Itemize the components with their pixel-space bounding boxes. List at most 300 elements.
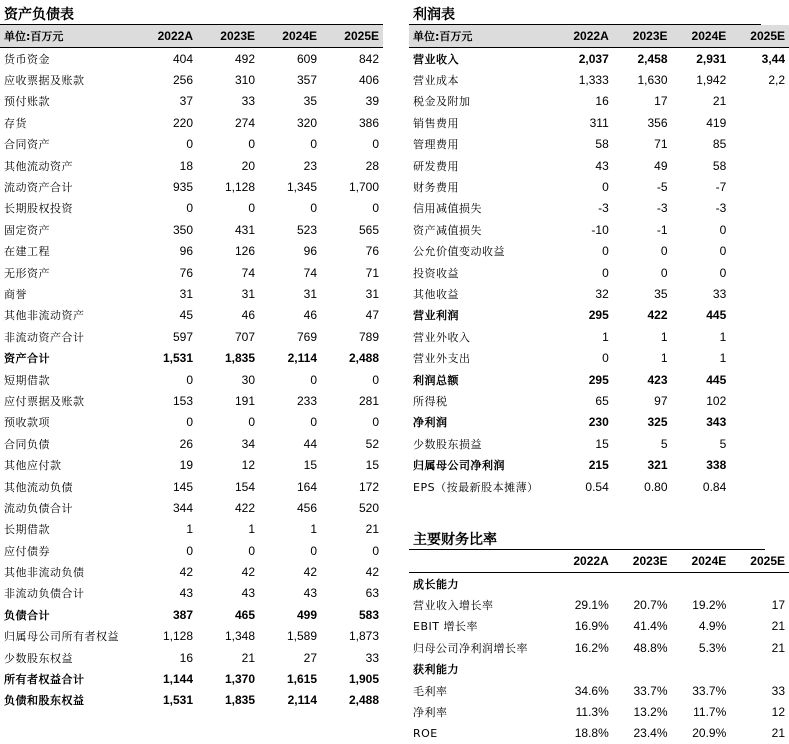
row-value: 11.7% [693,705,727,720]
table-row [409,412,789,433]
table-row [0,69,383,90]
income-statement-panel [409,0,785,497]
row-value: 49 [654,158,668,173]
table-row [409,241,789,262]
row-value: -3 [598,201,609,216]
row-value: 1,835 [224,693,255,708]
row-label: 归属母公司净利润 [413,459,505,473]
row-value [730,433,789,454]
row-value: 0 [719,244,727,259]
row-value: 17 [771,598,785,613]
row-value: 5 [660,436,668,451]
row-value: 597 [172,329,193,344]
row-value: 31 [303,286,317,301]
row-value: 565 [358,222,379,237]
row-value: 20.9% [692,726,727,741]
row-label: 净利润 [413,416,448,430]
table-row [409,347,789,368]
table-row [409,616,789,637]
row-label: 预收款项 [4,416,50,430]
row-value: 13.2% [633,705,668,720]
row-value: 43 [595,158,609,173]
row-value: 0 [602,351,609,366]
table-row [409,219,789,240]
row-label: 信用减值损失 [413,202,482,216]
income-statement-header [409,25,789,48]
row-value [730,390,789,411]
row-value: 2,114 [287,351,317,366]
row-label: 营业外支出 [413,352,471,366]
table-row [0,347,383,368]
table-row [409,573,789,595]
table-row [0,390,383,411]
row-value: 0 [372,543,379,558]
table-row [409,476,789,497]
row-value: 935 [172,180,193,195]
table-row [409,283,789,304]
row-value: 12 [771,705,785,720]
table-row [0,433,383,454]
row-value: 46 [241,308,255,323]
row-value: 21 [771,640,785,655]
row-value: 76 [365,244,379,259]
table-row [409,48,789,70]
row-label: 归母公司净利润增长率 [413,641,528,655]
table-row [409,637,789,658]
ratio-panel [409,550,785,744]
year-header: 2025E [730,550,789,573]
row-value: 422 [647,308,668,323]
row-value: 145 [172,479,193,494]
row-value: 1 [719,351,727,366]
row-value: 47 [365,308,379,323]
row-label: 货币资金 [4,52,50,66]
income-statement-table [409,25,789,497]
row-value: 387 [172,607,193,622]
table-row [0,540,383,561]
row-value: 71 [654,137,668,152]
year-header: 2023E [613,25,672,48]
row-label: 销售费用 [413,116,459,130]
table-row [409,659,789,680]
row-value: 27 [303,650,317,665]
row-value: 325 [647,415,668,430]
row-value: 431 [234,222,255,237]
row-value [672,659,731,680]
row-value: 583 [358,607,379,622]
row-value: 404 [172,51,193,66]
income-statement-title: 利润表 [409,0,761,25]
row-value [730,476,789,497]
row-value: 1,348 [224,629,255,644]
table-row [409,454,789,475]
row-value [730,134,789,155]
row-value: 20 [241,158,255,173]
row-value: 0 [310,201,317,216]
row-label: 合同负债 [4,437,50,451]
row-value: 0 [719,222,727,237]
table-row [409,262,789,283]
row-value: 4.9% [698,619,727,634]
table-row [0,497,383,518]
row-value: -1 [656,222,668,237]
year-header: 2024E [672,550,731,573]
row-value: 215 [588,458,609,473]
row-value: 16.2% [574,640,609,655]
row-value: -10 [591,222,609,237]
row-value: 321 [647,458,668,473]
row-value: 65 [595,393,609,408]
row-value: 1,531 [162,351,193,366]
row-value: 0 [602,180,609,195]
table-row [409,305,789,326]
row-value: 0 [186,543,193,558]
row-value: 21 [771,619,785,634]
row-value: 96 [179,244,193,259]
row-value: 492 [234,51,255,66]
row-value: 0 [248,201,255,216]
row-value: 422 [234,500,255,515]
row-value: 2,931 [696,51,727,66]
row-value: 164 [296,479,317,494]
row-value: 74 [303,265,317,280]
row-value [672,573,731,595]
row-label: ROE [413,726,438,740]
row-value: 20.7% [633,598,668,613]
row-label: 预付账款 [4,95,50,109]
table-row [409,701,789,722]
row-value: 0 [602,265,609,280]
row-label: 合同资产 [4,138,50,152]
row-value: 18 [179,158,193,173]
table-row [0,604,383,625]
row-value: 423 [647,372,668,387]
row-value: 0 [248,415,255,430]
row-value [730,241,789,262]
row-value: 609 [296,51,317,66]
row-value: 31 [179,286,193,301]
row-value [730,198,789,219]
row-label: 应付债券 [4,544,50,558]
row-label: 存货 [4,116,27,130]
table-row [0,690,383,711]
row-value: 0 [660,265,668,280]
row-value: 445 [706,308,727,323]
year-header: 2022A [554,25,613,48]
row-value [613,659,672,680]
row-value [730,219,789,240]
row-value: 523 [296,222,317,237]
row-label: 固定资产 [4,223,50,237]
row-label: 短期借款 [4,373,50,387]
row-label: 长期借款 [4,523,50,537]
table-row [0,241,383,262]
row-value: 2,488 [348,693,379,708]
row-value: 320 [296,115,317,130]
row-label: 所有者权益合计 [4,673,85,687]
row-value: -5 [656,180,668,195]
table-row [409,69,789,90]
row-value: 15 [365,458,379,473]
row-value: 0 [719,265,727,280]
row-value: 406 [358,73,379,88]
table-row [0,262,383,283]
row-value: 0 [372,137,379,152]
row-value: 18.8% [574,726,609,741]
row-value: 76 [179,265,193,280]
row-value: 35 [654,286,668,301]
row-label: 所得税 [413,394,448,408]
row-value [730,176,789,197]
row-value: 0.54 [585,479,609,494]
row-value: 281 [358,393,379,408]
row-value [730,262,789,283]
year-header: 2024E [672,25,731,48]
row-value: 1,835 [224,351,255,366]
row-value: 310 [234,73,255,88]
row-value: 23.4% [633,726,668,741]
row-value: 2,114 [287,693,317,708]
row-label: 其他流动资产 [4,159,73,173]
row-value: 29.1% [574,598,609,613]
row-value: 1 [602,329,609,344]
row-value: -3 [656,201,668,216]
row-label: 公允价值变动收益 [413,245,505,259]
row-value [730,326,789,347]
row-value [730,659,789,680]
row-value: -3 [715,201,727,216]
row-label: 资产减值损失 [413,223,482,237]
table-row [0,91,383,112]
table-row [0,626,383,647]
row-value: 386 [358,115,379,130]
unit-header: 单位:百万元 [409,25,554,48]
row-value: 172 [358,479,379,494]
row-value: 96 [303,244,317,259]
table-row [409,680,789,701]
table-row [0,519,383,540]
row-value: 33 [712,286,727,301]
row-label: 营业外收入 [413,330,471,344]
row-value: 21 [771,726,785,741]
row-value: 1,589 [286,629,317,644]
row-value: 3,44 [761,51,785,66]
row-value: 769 [296,329,317,344]
row-value [730,573,789,595]
balance-sheet-table [0,25,383,711]
row-value: 34.6% [574,683,609,698]
row-value: 21 [712,94,727,109]
row-value [730,112,789,133]
row-value: 46 [303,308,317,323]
row-value: 350 [172,222,193,237]
table-row [0,112,383,133]
row-value: 2,2 [768,73,785,88]
table-row [0,219,383,240]
row-value [730,412,789,433]
row-value: 2,037 [578,51,609,66]
row-label: 毛利率 [413,684,448,698]
table-row [409,155,789,176]
row-value: 0 [660,244,668,259]
row-value: 356 [647,115,668,130]
row-value: 520 [358,500,379,515]
row-label: 其他非流动负债 [4,566,85,580]
row-label: 管理费用 [413,138,459,152]
table-row [409,198,789,219]
row-value: 0 [310,372,317,387]
row-value: 1,531 [162,693,193,708]
row-value: 0 [372,415,379,430]
row-label: 成长能力 [413,577,459,591]
row-label: 税金及附加 [413,95,471,109]
row-label: 投资收益 [413,266,459,280]
row-value [730,91,789,112]
year-header: 2024E [259,25,321,48]
row-label: EBIT 增长率 [413,620,478,634]
row-value: 233 [296,393,317,408]
row-value: 5 [719,436,727,451]
year-header: 2023E [613,550,672,573]
row-value: 74 [241,265,255,280]
row-label: 负债和股东权益 [4,694,85,708]
row-value: 15 [303,458,317,473]
row-label: 净利率 [413,706,448,720]
row-value: 0 [186,201,193,216]
table-row [0,412,383,433]
table-row [0,198,383,219]
ratio-title: 主要财务比率 [409,525,765,550]
table-row [0,454,383,475]
row-value: 0 [186,372,193,387]
row-value: 43 [241,586,255,601]
table-row [0,583,383,604]
row-value: 0.84 [702,479,727,494]
row-value: 16 [179,650,193,665]
row-value: 311 [589,115,609,130]
row-label: 其他非流动资产 [4,309,85,323]
row-value: 274 [234,115,255,130]
row-value: 0.80 [644,479,668,494]
row-value: 1 [248,522,255,537]
row-value: 39 [365,94,379,109]
row-value: 33.7% [692,683,727,698]
row-value: 30 [241,372,255,387]
table-row [409,723,789,744]
row-value: 63 [365,586,379,601]
row-label: 营业成本 [413,74,459,88]
row-value: 295 [588,308,609,323]
table-row [409,112,789,133]
row-value: 45 [179,308,193,323]
row-value: 42 [303,565,317,580]
row-value: 256 [172,73,193,88]
table-row [0,283,383,304]
balance-sheet-panel [0,0,383,711]
row-label: 研发费用 [413,159,459,173]
row-value [613,573,672,595]
row-value: 0 [248,137,255,152]
row-value: 1,700 [348,180,379,195]
row-value: 42 [179,565,193,580]
ratio-header [409,550,789,573]
row-label: 资产合计 [4,352,50,366]
row-label: 流动资产合计 [4,181,73,195]
row-value: 0 [602,244,609,259]
row-value: 43 [179,586,193,601]
row-value: 21 [365,522,379,537]
row-value: 707 [234,329,255,344]
row-label: 利润总额 [413,373,459,387]
row-label: 其他收益 [413,287,459,301]
year-header: 2025E [730,25,789,48]
row-label: 营业利润 [413,309,459,323]
row-value: 1,128 [224,180,255,195]
row-value: 33 [365,650,379,665]
row-value: 42 [365,565,379,580]
table-row [409,91,789,112]
row-label: 无形资产 [4,266,50,280]
row-value [730,454,789,475]
row-value: 42 [241,565,255,580]
row-value: 26 [179,436,193,451]
table-row [0,476,383,497]
row-value: 33 [241,94,255,109]
row-value: 1,345 [286,180,317,195]
row-value: -7 [715,180,727,195]
balance-sheet-header [0,25,383,48]
table-row [409,326,789,347]
row-label: 其他应付款 [4,459,62,473]
row-value: 33 [771,683,785,698]
row-value: 21 [241,650,255,665]
row-value [730,283,789,304]
table-row [0,305,383,326]
row-value: 1 [186,522,193,537]
row-label: 在建工程 [4,245,50,259]
row-label: 非流动资产合计 [4,330,85,344]
row-value: 465 [234,607,255,622]
row-value: 35 [303,94,317,109]
row-value: 0 [186,415,193,430]
year-header: 2025E [321,25,383,48]
table-row [409,433,789,454]
row-value: 17 [654,94,668,109]
row-value: 19.2% [692,598,727,613]
row-value [554,573,613,595]
unit-header [409,550,554,573]
row-value: 52 [365,436,379,451]
row-value: 12 [241,458,255,473]
row-value: 153 [172,393,193,408]
row-value [554,659,613,680]
row-value: 126 [234,244,255,259]
row-label: 少数股东权益 [4,651,73,665]
row-value: 1,873 [348,629,379,644]
row-value: 191 [234,393,255,408]
row-value: 419 [706,115,727,130]
row-label: EPS（按最新股本摊薄） [413,480,539,494]
row-value: 37 [179,94,193,109]
year-header: 2023E [197,25,259,48]
row-value [730,305,789,326]
row-value: 1 [310,522,317,537]
row-value: 789 [358,329,379,344]
table-row [409,594,789,615]
row-value: 0 [372,201,379,216]
row-value: 0 [248,543,255,558]
row-label: 财务费用 [413,181,459,195]
